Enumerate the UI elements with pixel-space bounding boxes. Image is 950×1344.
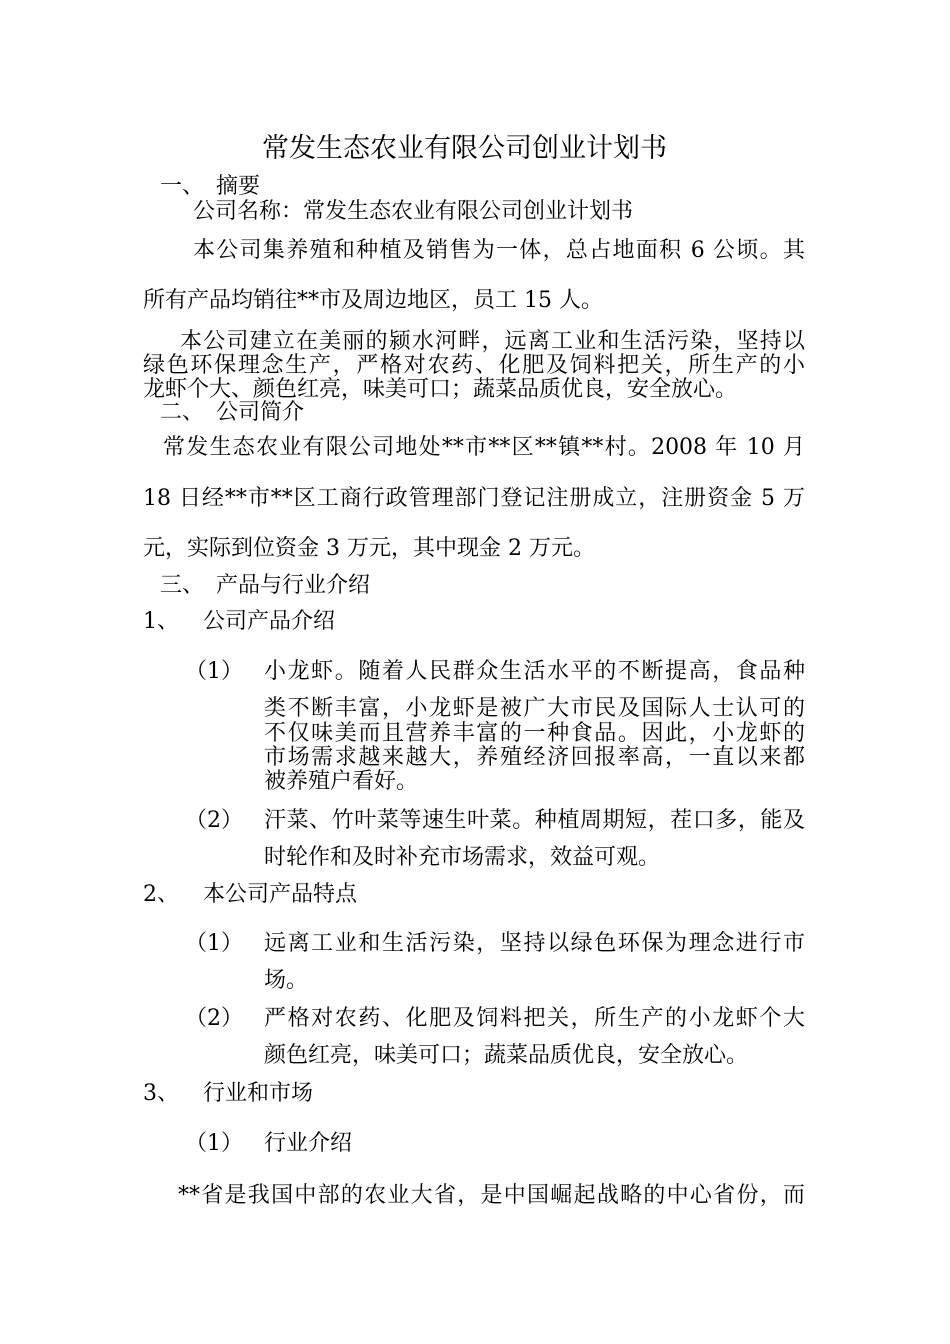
intro-line-2: 18 日经**市**区工商行政管理部门登记注册成立，注册资金 5 万 [143,486,805,511]
summary-paragraph-2-line-1: 本公司建立在美丽的颍水河畔，远离工业和生活污染，坚持以 [180,329,805,354]
feature-item-2-line-2: 颜色红亮，味美可口；蔬菜品质优良，安全放心。 [264,1043,749,1068]
product-item-1-line-2: 类不断丰富，小龙虾是被广大市民及国际人士认可的 [264,696,805,721]
subsection-2-heading: 本公司产品特点 [203,882,358,907]
section-1-heading: 摘要 [216,174,261,199]
subsection-3-heading: 行业和市场 [203,1081,314,1106]
company-name-line: 公司名称：常发生态农业有限公司创业计划书 [193,199,634,224]
section-3-number: 三、 [160,573,205,598]
product-item-2-number: （2） [185,808,243,833]
feature-item-1-line-2: 场。 [264,968,309,993]
industry-item-1-number: （1） [185,1131,243,1156]
product-item-2-line-1: 汗菜、竹叶菜等速生叶菜。种植周期短，茬口多，能及 [264,808,805,833]
intro-line-1: 常发生态农业有限公司地处**市**区**镇**村。2008 年 10 月 [163,435,805,460]
feature-item-1-number: （1） [185,931,243,956]
section-3-heading: 产品与行业介绍 [216,573,371,598]
industry-paragraph-line-1: **省是我国中部的农业大省，是中国崛起战略的中心省份，而 [178,1183,805,1208]
summary-paragraph-2-line-2: 绿色环保理念生产，严格对农药、化肥及饲料把关，所生产的小 [143,353,805,378]
doc-title: 常发生态农业有限公司创业计划书 [262,133,667,164]
intro-line-3: 元，实际到位资金 3 万元，其中现金 2 万元。 [143,536,595,561]
subsection-3-number: 3、 [143,1081,179,1106]
product-item-2-line-2: 时轮作和及时补充市场需求，效益可观。 [264,845,661,870]
product-item-1-line-5: 被养殖户看好。 [264,769,419,794]
product-item-1-line-3: 不仅味美而且营养丰富的一种食品。因此，小龙虾的 [264,721,805,746]
summary-paragraph-2-line-3: 龙虾个大、颜色红亮，味美可口；蔬菜品质优良，安全放心。 [143,377,738,402]
feature-item-1-line-1: 远离工业和生活污染，坚持以绿色环保为理念进行市 [264,931,805,956]
section-2-number: 二、 [160,400,205,425]
product-item-1-line-4: 市场需求越来越大，养殖经济回报率高，一直以来都 [264,745,805,770]
subsection-2-number: 2、 [143,882,179,907]
subsection-1-number: 1、 [143,609,179,634]
feature-item-2-number: （2） [185,1006,243,1031]
product-item-1-line-1: 小龙虾。随着人民群众生活水平的不断提高，食品种 [264,659,805,684]
product-item-1-number: （1） [185,659,243,684]
summary-paragraph-1-line-1: 本公司集养殖和种植及销售为一体，总占地面积 6 公顷。其 [193,238,805,263]
subsection-1-heading: 公司产品介绍 [203,609,336,634]
feature-item-2-line-1: 严格对农药、化肥及饲料把关，所生产的小龙虾个大 [264,1006,805,1031]
industry-item-1-heading: 行业介绍 [264,1131,353,1156]
section-1-number: 一、 [160,174,205,199]
summary-paragraph-1-line-2: 所有产品均销往**市及周边地区，员工 15 人。 [143,288,603,313]
section-2-heading: 公司简介 [216,400,305,425]
